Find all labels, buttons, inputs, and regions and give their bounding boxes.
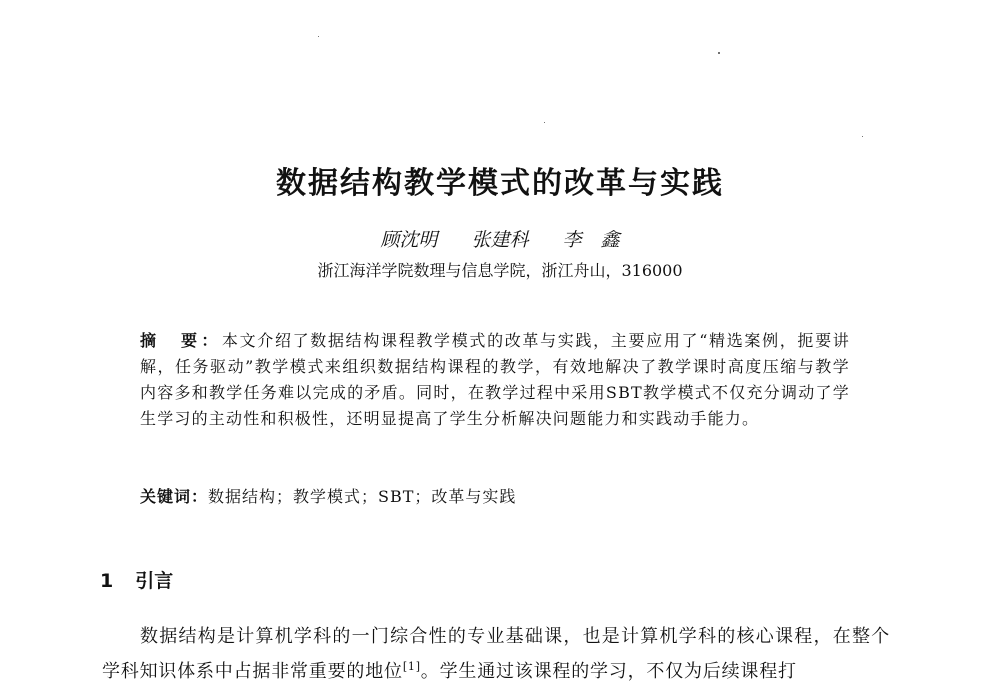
author-list — [0, 225, 1000, 252]
citation-ref[interactable]: [1] — [402, 660, 421, 673]
author-name: 李 鑫 — [562, 229, 620, 251]
abstract-text: 本文介绍了数据结构课程教学模式的改革与实践，主要应用了“精选案例，扼要讲解，任务驱动”教学模式来组织数据结构课程的教学，有效地解决了教学课时高度压缩与教学内容多和教学任务难以完成的矛盾。同时，在教学过程中采用SBT教学模式不仅充分调动了学生学习的主动性和积极性，还明显提高了学生分析解决问题能力和实践动手能力。 — [140, 331, 850, 428]
paper-title: 数据结构教学模式的改革与实践 — [276, 166, 724, 201]
scan-speck — [544, 122, 545, 123]
scan-speck — [862, 136, 863, 137]
keywords — [140, 484, 850, 510]
body-text: 数据结构是计算机学科的一门综合性的专业基础课，也是计算机学科的核心课程，在整个学科知识体系中占据非常重要的地位 — [102, 626, 890, 682]
section-heading — [100, 566, 173, 593]
affiliation: 浙江海洋学院数理与信息学院，浙江舟山，316000 — [317, 261, 683, 280]
keywords-text: 数据结构；教学模式；SBT；改革与实践 — [208, 487, 517, 506]
author-name: 张建科 — [471, 229, 529, 251]
scan-speck — [718, 52, 720, 54]
abstract-label: 摘 要： — [140, 331, 222, 350]
section-title: 引言 — [135, 570, 174, 592]
keywords-label: 关键词： — [140, 487, 209, 506]
section-number: 1 — [100, 570, 114, 592]
body-text-continued: 。学生通过该课程的学习，不仅为后续课程打 — [420, 661, 797, 682]
abstract — [140, 328, 850, 432]
scan-speck — [318, 36, 319, 37]
body-paragraph — [102, 622, 890, 687]
author-name: 顾沈明 — [380, 229, 438, 251]
